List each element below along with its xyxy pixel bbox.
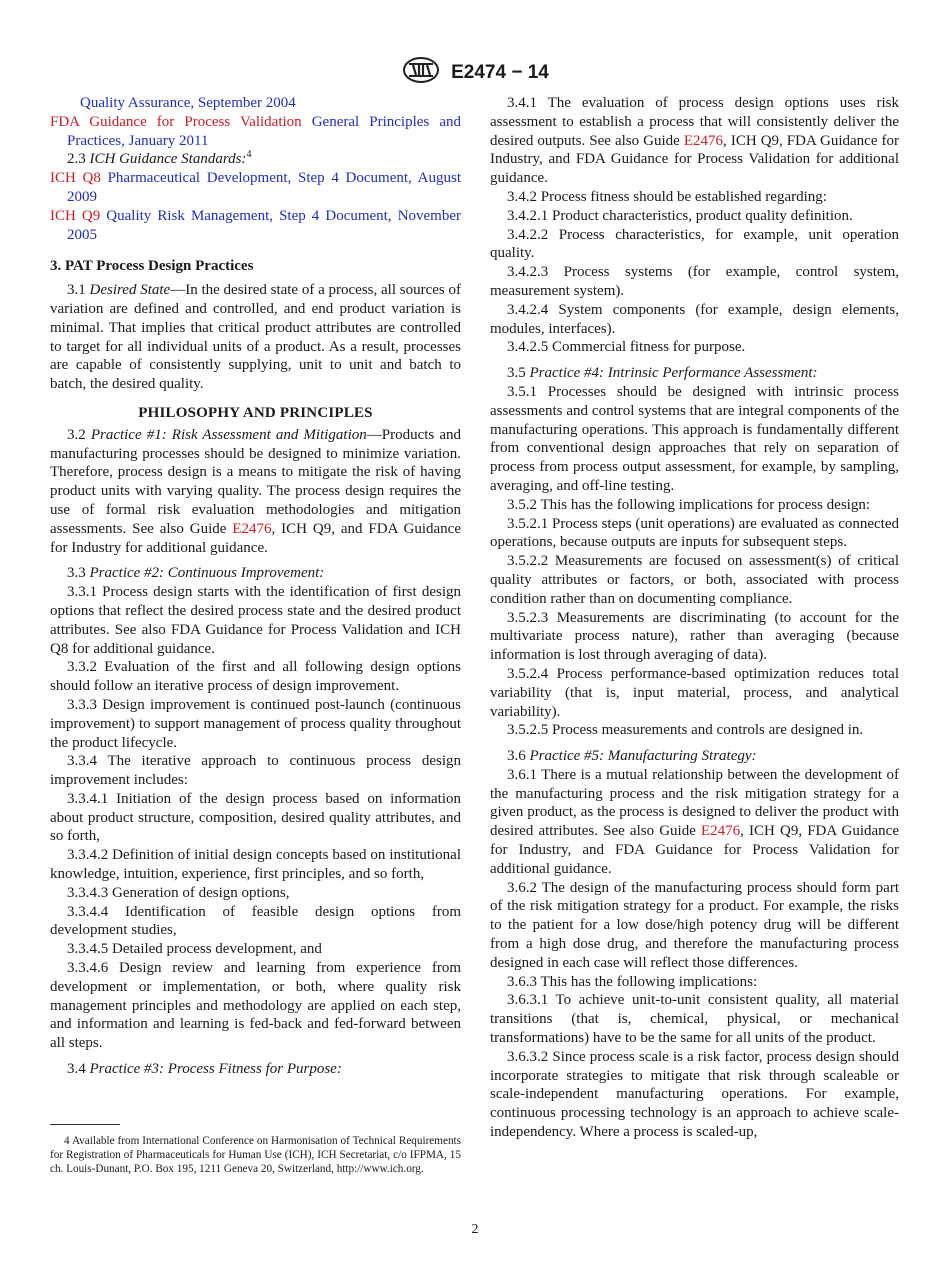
paragraph-3-5: 3.5 Practice #4: Intrinsic Performance Assessment: bbox=[507, 365, 818, 382]
paragraph: 3.5.2.5 Process measurements and controls are designed in. bbox=[507, 722, 864, 739]
reference-link[interactable]: FDA Guidance for Process Validation bbox=[50, 113, 302, 130]
reference-link[interactable]: ICH Q9 bbox=[50, 207, 101, 224]
footnote: 4 Available from International Conference on Harmonisation of Technical Requirements for Registration of Pharmaceuticals for Human Use (ICH), ICH Secretariat, c/o IFPMA, 15 ch. Louis-Dunant, P.O. Box 195, 1211 Geneva 20, Switzerland, http://www.ich.org. bbox=[50, 1135, 461, 1176]
paragraph: 3.3.3 Design improvement is continued post-launch (continuous improvement) to support management of process quality throughout the product lifecycle. bbox=[50, 696, 461, 751]
reference-ich-q9: ICH Q9 Quality Risk Management, Step 4 Document, November 2005 bbox=[50, 207, 461, 243]
paragraph: 3.3.4.3 Generation of design options, bbox=[67, 884, 290, 901]
paragraph-3-4-1: 3.4.1 The evaluation of process design options uses risk assessment to establish a process that will consistently deliver the desired outputs. See also Guide E2476, ICH Q9, FDA Guidance for Industry, and FDA Guidance for Process Validation for additional guidance. bbox=[490, 95, 900, 187]
paragraph: 3.5.2 This has the following implications for process design: bbox=[507, 496, 871, 513]
paragraph: 3.5.2.1 Process steps (unit operations) are evaluated as connected operations, because outputs are inputs for subsequent steps. bbox=[490, 515, 899, 551]
paragraph-3-4: 3.4 Practice #3: Process Fitness for Purpose: bbox=[67, 1061, 342, 1078]
right-column bbox=[490, 94, 899, 1142]
philosophy-heading: PHILOSOPHY AND PRINCIPLES bbox=[138, 404, 373, 421]
paragraph: 3.4.2.2 Process characteristics, for example, unit operation quality. bbox=[490, 226, 899, 262]
page-number: 2 bbox=[471, 1222, 479, 1237]
paragraph: 3.6.2 The design of the manufacturing process should form part of the risk mitigation strategy for a product. For example, the risks to the patient for a low dose/high potency drug will be different from a high dose drug, and therefore the manufacturing process designed in each case will reflect those differences. bbox=[490, 879, 899, 971]
guide-link[interactable]: E2476 bbox=[232, 520, 272, 537]
paragraph: 3.5.2.3 Measurements are discriminating (to account for the multivariate process nature), rather than averaging (because information is lost through averaging of data). bbox=[490, 609, 899, 664]
paragraph-3-2: 3.2 Practice #1: Risk Assessment and Mitigation—Products and manufacturing processes should be designed to minimize variation. Therefore, process design is a means to mitigate the risk of having product units with varying quality. The process design requires the use of formal risk evaluation methodologies and mitigation assessments. See also Guide E2476, ICH Q9, and FDA Guidance for Industry for additional guidance. bbox=[50, 426, 461, 556]
page-header bbox=[0, 56, 950, 89]
left-column bbox=[50, 94, 461, 1079]
section-2-3: 2.3 ICH Guidance Standards:$^4$ bbox=[67, 149, 252, 168]
paragraph: 3.3.1 Process design starts with the identification of first design options that reflect the desired process state and the desired product attributes. See also FDA Guidance for Process Validation and ICH Q8 for additional guidance. bbox=[50, 584, 461, 657]
footnote-rule bbox=[50, 1124, 120, 1125]
reference-ich-q8: ICH Q8 Pharmaceutical Development, Step 4 Document, August 2009 bbox=[50, 170, 462, 205]
section-3-heading: 3. PAT Process Design Practices bbox=[50, 258, 254, 275]
paragraph-3-3: 3.3 Practice #2: Continuous Improvement: bbox=[67, 565, 325, 582]
reference-link[interactable]: ICH Q8 bbox=[50, 170, 101, 187]
paragraph: 3.3.2 Evaluation of the first and all following design options should follow an iterative process of design improvement. bbox=[50, 659, 461, 695]
paragraph: 3.3.4.1 Initiation of the design process based on information about product structure, composition, desired quality attributes, and so forth, bbox=[50, 790, 461, 845]
guide-link[interactable]: E2476 bbox=[683, 132, 724, 149]
reference-fda-validation: FDA Guidance for Process Validation General Principles and Practices, January 2011 bbox=[50, 113, 461, 149]
paragraph: 3.4.2.5 Commercial fitness for purpose. bbox=[507, 339, 746, 356]
paragraph: 3.3.4.2 Definition of initial design concepts based on institutional knowledge, intuition, experience, first principles, and so forth, bbox=[50, 847, 461, 883]
paragraph-3-6: 3.6 Practice #5: Manufacturing Strategy: bbox=[507, 748, 757, 765]
reference-qa: Quality Assurance, September 2004 bbox=[80, 95, 296, 111]
paragraph: 3.6.3 This has the following implications: bbox=[507, 973, 758, 990]
document-id: E2474 − 14 bbox=[451, 61, 549, 83]
guide-link[interactable]: E2476 bbox=[701, 823, 741, 840]
paragraph: 3.4.2.3 Process systems (for example, control system, measurement system). bbox=[490, 264, 899, 299]
astm-logo-icon bbox=[401, 56, 441, 89]
paragraph: 3.4.2 Process fitness should be established regarding: bbox=[507, 188, 827, 205]
paragraph-3-6-1: 3.6.1 There is a mutual relationship between the development of the manufacturing process and the risk mitigation strategy for a given product, as the process is designed to deliver the product with desired attributes. See also Guide E2476, ICH Q9, FDA Guidance for Industry, and FDA Guidance for Process Validation for additional guidance. bbox=[490, 766, 899, 877]
paragraph: 3.5.2.4 Process performance-based optimization reduces total variability (that is, input material, process, and analytical variability). bbox=[490, 665, 899, 720]
paragraph: 3.4.2.1 Product characteristics, product quality definition. bbox=[507, 207, 853, 224]
paragraph: 3.3.4 The iterative approach to continuous process design improvement includes: bbox=[50, 753, 461, 789]
paragraph: 3.6.3.2 Since process scale is a risk factor, process design should incorporate strategies to mitigate that risk through scaleable or scale-independent manufacturing operations. For example, continuous processing technology is an approach to achieve scale-independency. Where a process is scaled-up, bbox=[490, 1048, 899, 1141]
paragraph: 3.3.4.5 Detailed process development, and bbox=[67, 941, 322, 958]
paragraph: 3.5.1 Processes should be designed with intrinsic process assessments and control systems that are integral components of the manufacturing operations. This approach is fundamentally different from conventional design approaches that rely on separation of process from process output assessment, for example, by sampling, averaging, and off-line testing. bbox=[490, 383, 899, 494]
paragraph-3-1: 3.1 Desired State—In the desired state of a process, all sources of variation are defined and controlled, and end product variation is minimal. That implies that critical product attributes are controlled to target for all individual units of a product. As a result, processes are capable of consistently supplying, unit to unit and batch to batch, the desired quality. bbox=[50, 282, 461, 393]
paragraph: 3.4.2.4 System components (for example, design elements, modules, interfaces). bbox=[490, 301, 899, 337]
paragraph: 3.5.2.2 Measurements are focused on assessment(s) of critical quality attributes or factors, or both, associated with process condition rather than on documenting compliance. bbox=[490, 553, 899, 607]
paragraph: 3.3.4.6 Design review and learning from experience from development or implementation, or both, where quality risk management principles and methodology are applied on each step, and information and learning is fed-back and fed-forward between all steps. bbox=[50, 960, 461, 1052]
paragraph: 3.6.3.1 To achieve unit-to-unit consistent quality, all material transitions (that is, chemical, physical, or mechanical transformations) have to be the same for all units of the product. bbox=[490, 992, 899, 1047]
paragraph: 3.3.4.4 Identification of feasible design options from development studies, bbox=[50, 903, 461, 939]
